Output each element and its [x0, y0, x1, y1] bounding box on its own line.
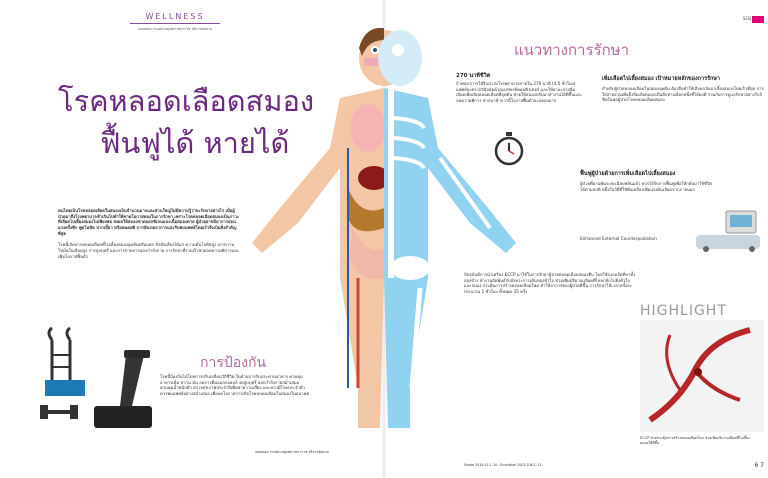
- intro-normal: โรคนี้เกิดจากหลอดเลือดที่ไปเลี้ยงสมองอุดตันหรือแตก ปัจจัยเสี่ยงได้แก่ ความดันโลหิตสูง เบาหวาน ไขมันในเลือดสูง การสูบบุหรี่ และการขาดการออกกำลังกาย การรักษาที่รวดเร็วช่วยลดความพิการและเพิ่มโอกาสฟื้นตัว: [58, 242, 240, 259]
- blood-vessel-image: [640, 320, 764, 432]
- heading-flow: เพิ่มเลือดไปเลี้ยงสมอง เป้าหมายหลักของการรักษา: [602, 76, 721, 82]
- section-subtitle: เพลงทอง ร่วมพระสมุททราสภาราช อริจารย์สยาม: [138, 27, 212, 31]
- prevention-heading: การป้องกัน: [200, 355, 267, 371]
- skeleton-half: [378, 30, 516, 428]
- intro-bold: คนไทยเป็นโรคหลอดเลือดในสมองเป็นจำนวนมากและส่วนใหญ่ไม่มีความรู้ว่าจะรักษาอย่างไร เมื่อผู้ป่วยมาถึงโรงพยาบาลช้าเกินไปทำให้ขาดโอกาสทองในการรักษา เพราะโรคหลอดเลือดสมองเป็นภาวะที่เลือดไปเลี้ยงสมองไม่เพียงพอ ส่งผลให้สมองขาดออกซิเจนและเนื้อสมองตาย ผู้ป่วยอาจมีอาการอ่อนแรงครึ่งซีก พูดไม่ชัด ปากเบี้ยว หรือหมดสติ การสังเกตอาการและรีบพบแพทย์โดยเร็วจึงเป็นสิ่งสำคัญที่สุด: [58, 208, 240, 236]
- heading-rehab: ฟื้นฟูผู้ป่วยด้วยการเพิ่มเลือดไปเลี้ยงสมอง: [580, 171, 676, 177]
- section-header: [130, 12, 220, 32]
- scale-icon: [94, 350, 152, 428]
- ecp-term: Enhanced External Counterpulsation: [580, 236, 657, 241]
- heading-270: 270 นาทีชีวิต: [456, 73, 491, 79]
- text-rehab: ผู้ป่วยที่ผ่านพ้นระยะเฉียบพลันแล้ว ควรได้รับการฟื้นฟูเพื่อให้กลับมาใช้ชีวิตได้ตามปกติ หนึ่งในวิธีที่ใช้คือเครื่องเพิ่มแรงดันเลือดจากภายนอก: [580, 181, 712, 192]
- highlight-label: HIGHLIGHT: [640, 303, 727, 319]
- section-tag: WELLNESS: [145, 12, 205, 21]
- references: Stroke 2010;41:1–10. Circulation 2002;108:1–11.: [464, 463, 543, 467]
- highlight-caption: ECCP ช่วยกระตุ้นการสร้างหลอดเลือดใหม่ ช่วยเพิ่มปริมาณเลือดที่ไปเลี้ยงสมองให้ดีขึ้น: [640, 436, 750, 445]
- brand-badge: [752, 16, 764, 23]
- prevention-caption: เพลงทอง ร่วมพระสมุททราสภาราช อริจารย์สยาม: [255, 450, 329, 454]
- medical-device-illustration: [696, 205, 764, 255]
- swimming-ladder-icon: [45, 328, 85, 396]
- intro-text: [58, 208, 240, 259]
- dumbbell-icon: [40, 405, 78, 419]
- text-270: ถ้าพบอาการให้รีบนำส่งโรงพยาบาลภายใน 270 นาที (4.5 ชั่วโมง) แพทย์จะตรวจวินิจฉัยด้วยเอกซเรย์คอมพิวเตอร์ และให้ยาละลายลิ่มเลือดเพื่อเปิดหลอดเลือดที่อุดตัน ช่วยให้สมองกลับมาทำงานได้ดีขึ้นและลดความพิการ หากมาช้ากว่านี้โอกาสฟื้นตัวจะลดลงมาก: [456, 81, 582, 104]
- page-title-line2: ฟื้นฟูได้ หายได้: [100, 126, 290, 160]
- prevention-text: โรคนี้ป้องกันได้โดยการปรับเปลี่ยนวิถีชีวิต ในด้านการรับประทานอาหาร ควบคุมอาหารเค็ม หวาน มัน ลดการดื่มแอลกอฮอล์ งดสูบบุหรี่ ออกกำลังกายสม่ำเสมอ ควบคุมน้ำหนักตัว ตรวจสุขภาพประจำปีเพื่อหาความเสี่ยง และหากมีโรคประจำตัวควรพบแพทย์อย่างสม่ำเสมอ เพื่อลดโอกาสการเกิดโรคหลอดเลือดในสมองในอนาคต: [160, 374, 310, 397]
- magazine-label: SCB: [742, 16, 751, 21]
- text-flow: สำหรับผู้ป่วยหลอดเลือดในสมองอุดตัน ต้องรีบทำให้เลือดกลับมาเลี้ยงสมองโดยเร็วที่สุด การใส่สายสวนเพื่อดึงลิ่มเลือดออกเป็นอีกทางเลือกหนึ่งที่ได้ผลดี ร่วมกับการดูแลรักษาอย่างใกล้ชิดในหอผู้ป่วยโรคหลอดเลือดสมอง: [602, 86, 764, 103]
- page-number: 6 7: [754, 462, 764, 469]
- main-article-text: ปัจจุบันมีการนำเครื่อง ECCP มาใช้ในการรักษาผู้ป่วยหลอดเลือดสมองตีบ โดยใช้ถุงลมรัดที่ขาทั้งสองข้าง ทำงานสัมพันธ์กับจังหวะการเต้นของหัวใจ ช่วยเพิ่มปริมาณเลือดที่ไหลกลับไปยังหัวใจและสมอง กระตุ้นการสร้างหลอดเลือดใหม่ ทำให้อาการของผู้ป่วยดีขึ้น การรักษาใช้เวลาครั้งละประมาณ 1 ชั่วโมง ทั้งหมด 35 ครั้ง: [464, 272, 636, 295]
- page-title-line1: โรคหลอดเลือดสมอง: [58, 84, 315, 118]
- exercise-illustration: [40, 310, 160, 440]
- divider: [130, 23, 220, 24]
- human-anatomy-illustration: [240, 28, 530, 448]
- treatment-heading: แนวทางการรักษา: [514, 41, 629, 59]
